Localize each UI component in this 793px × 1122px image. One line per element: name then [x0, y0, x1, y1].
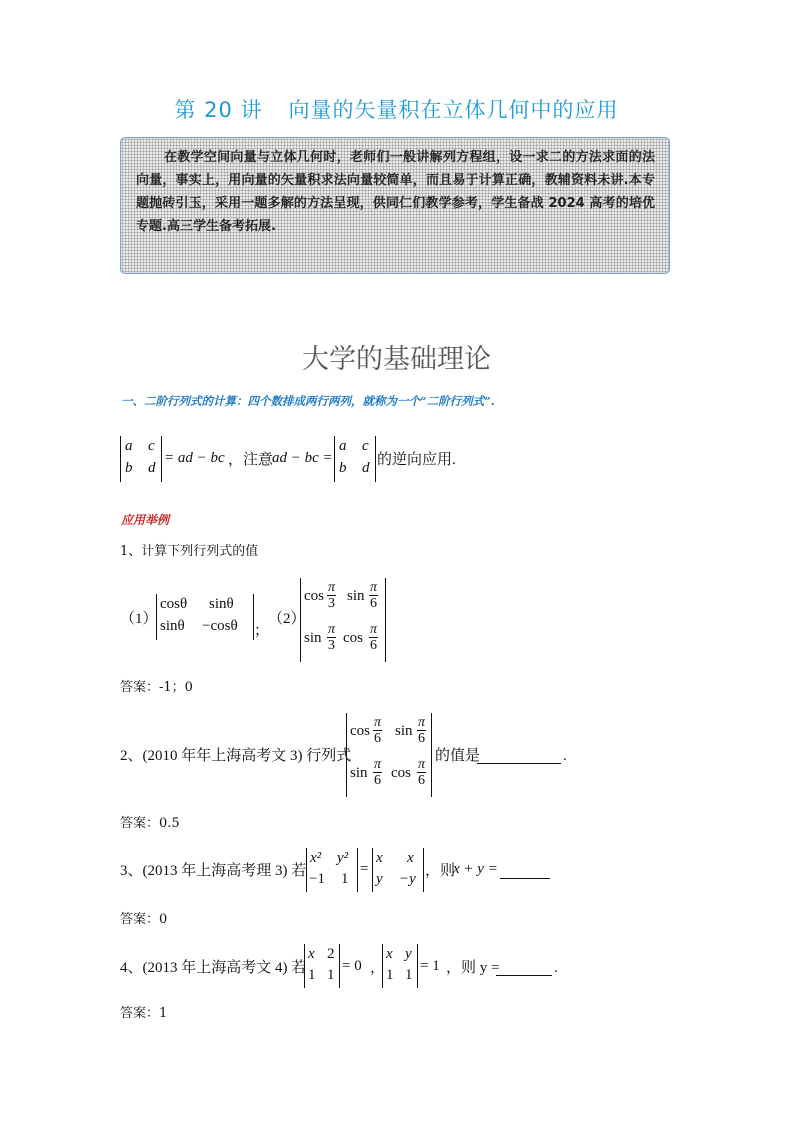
q2-fn-11: cos: [350, 723, 370, 739]
q1-m2-frac-22: $\frac{\pi}{6}$: [370, 622, 378, 653]
q2-end: .: [563, 748, 567, 764]
q3-m2-21: y: [376, 871, 383, 887]
q1-part2-label: （2）: [268, 611, 306, 627]
q4-comma: ，: [370, 960, 386, 976]
q3-tail: ，则: [425, 863, 456, 879]
q1-m1-11: cosθ: [160, 596, 188, 612]
intro-text: 在教学空间向量与立体几何时，老师们一般讲解列方程组，设一求二的方法求面的法向量，事实上，用向量的矢量积求法向量较简单，而且易于计算正确，教辅资料未讲.本专题抛砖引玉，采用一题多解的方法呈现，供同仁们教学参考，学生备战 2024 高考的培优专题.高三学生备考拓展.: [136, 150, 655, 234]
q4-m2-22: 1: [405, 967, 413, 983]
q3-determinant-1: [306, 848, 358, 892]
q4-stem: 4、(2013 年上海高考文 4) 若: [120, 960, 307, 976]
q1-m2-fn-21: sin: [304, 630, 322, 646]
section-big-title: 大学的基础理论: [302, 344, 491, 375]
q3-eq: =: [360, 861, 369, 877]
q3-stem: 3、(2013 年上海高考理 3) 若: [120, 863, 307, 879]
q4-end: .: [554, 960, 558, 976]
q4-eq2: = 1: [420, 958, 440, 974]
q4-m2-12: y: [405, 946, 412, 962]
def2-a: a: [339, 438, 347, 454]
intro-box: [120, 137, 670, 274]
q3-m1-22: 1: [341, 871, 349, 887]
def-note-expr: ad − bc =: [272, 450, 333, 466]
q2-tail: 的值是: [435, 748, 481, 764]
q1-part1-label: （1）: [120, 611, 158, 627]
q3-m2-11: x: [376, 850, 383, 866]
q1-determinant-2: [300, 578, 386, 662]
def-determinant: [120, 436, 162, 482]
q2-answer: 答案：0.5: [120, 816, 180, 831]
q1-stem: 1、计算下列行列式的值: [120, 544, 259, 559]
def-equation: = ad − bc: [164, 450, 225, 466]
q4-m1-11: x: [308, 946, 315, 962]
q2-stem: 2、(2010 年年上海高考文 3) 行列式: [120, 748, 352, 764]
def2-c: c: [362, 438, 369, 454]
q3-body: [120, 848, 580, 894]
q1-m2-frac-11: $\frac{\pi}{3}$: [328, 580, 336, 611]
q2-frac-22: $\frac{\pi}{6}$: [418, 757, 426, 788]
q1-semicolon: ；: [254, 623, 270, 639]
q4-m2-11: x: [386, 946, 393, 962]
q1-m2-frac-21: $\frac{\pi}{3}$: [328, 622, 336, 653]
def-a: a: [125, 438, 133, 454]
lecture-number: 第 20 讲: [174, 98, 263, 122]
q2-fn-22: cos: [391, 765, 411, 781]
q1-m1-22: −cosθ: [202, 618, 238, 634]
q4-m2-21: 1: [386, 967, 394, 983]
q3-m1-12: y²: [337, 850, 349, 866]
def2-b: b: [339, 460, 347, 476]
q4-determinant-2: [382, 944, 418, 988]
q1-m2-fn-12: sin: [347, 588, 365, 604]
q2-frac-11: $\frac{\pi}{6}$: [374, 715, 382, 746]
def-d: d: [148, 460, 156, 476]
q3-m1-21: −1: [309, 871, 325, 887]
q2-fn-12: sin: [395, 723, 413, 739]
q4-m1-12: 2: [327, 946, 335, 962]
determinant-definition: [120, 436, 580, 482]
q4-m1-21: 1: [308, 967, 316, 983]
q1-m2-frac-12: $\frac{\pi}{6}$: [370, 580, 378, 611]
q4-determinant-1: [304, 944, 340, 988]
q4-m1-22: 1: [327, 967, 335, 983]
q2-body: [120, 713, 580, 799]
q3-expr: x + y =: [453, 861, 498, 877]
def-determinant-2: [334, 436, 376, 482]
q4-eq1: = 0: [342, 958, 362, 974]
q4-tail: ，则 y =: [446, 960, 500, 976]
q2-fn-21: sin: [350, 765, 368, 781]
q3-determinant-2: [372, 848, 424, 892]
q4-answer: 答案：1: [120, 1006, 168, 1021]
examples-heading: 应用举例: [121, 513, 170, 527]
q4-answer-blank: [496, 959, 552, 976]
q1-determinant-1: [156, 594, 254, 640]
def-note-suffix: 的逆向应用.: [377, 452, 456, 468]
q3-m1-11: x²: [310, 850, 322, 866]
def-note-prefix: ，注意: [228, 452, 274, 468]
q1-m1-12: sinθ: [209, 596, 234, 612]
q3-m2-22: −y: [399, 871, 416, 887]
def2-d: d: [362, 460, 370, 476]
q1-m1-21: sinθ: [160, 618, 185, 634]
def-b: b: [125, 460, 133, 476]
q1-m2-fn-22: cos: [343, 630, 363, 646]
q2-frac-12: $\frac{\pi}{6}$: [418, 715, 426, 746]
q2-answer-blank: [477, 747, 561, 764]
q3-answer-blank: [500, 862, 550, 879]
def-c: c: [148, 438, 155, 454]
q1-body: [120, 578, 420, 662]
section-1-heading: 一、二阶行列式的计算：四个数排成两行两列，就称为一个“二阶行列式”.: [121, 394, 495, 408]
q2-determinant: [346, 713, 432, 797]
q1-answer: 答案：-1；0: [120, 680, 193, 695]
lecture-title: [0, 94, 793, 124]
lecture-name: 向量的矢量积在立体几何中的应用: [288, 98, 619, 122]
q4-body: [120, 944, 580, 990]
q1-m2-fn-11: cos: [304, 588, 324, 604]
q3-answer: 答案：0: [120, 912, 168, 927]
q3-m2-12: x: [407, 850, 414, 866]
q2-frac-21: $\frac{\pi}{6}$: [374, 757, 382, 788]
